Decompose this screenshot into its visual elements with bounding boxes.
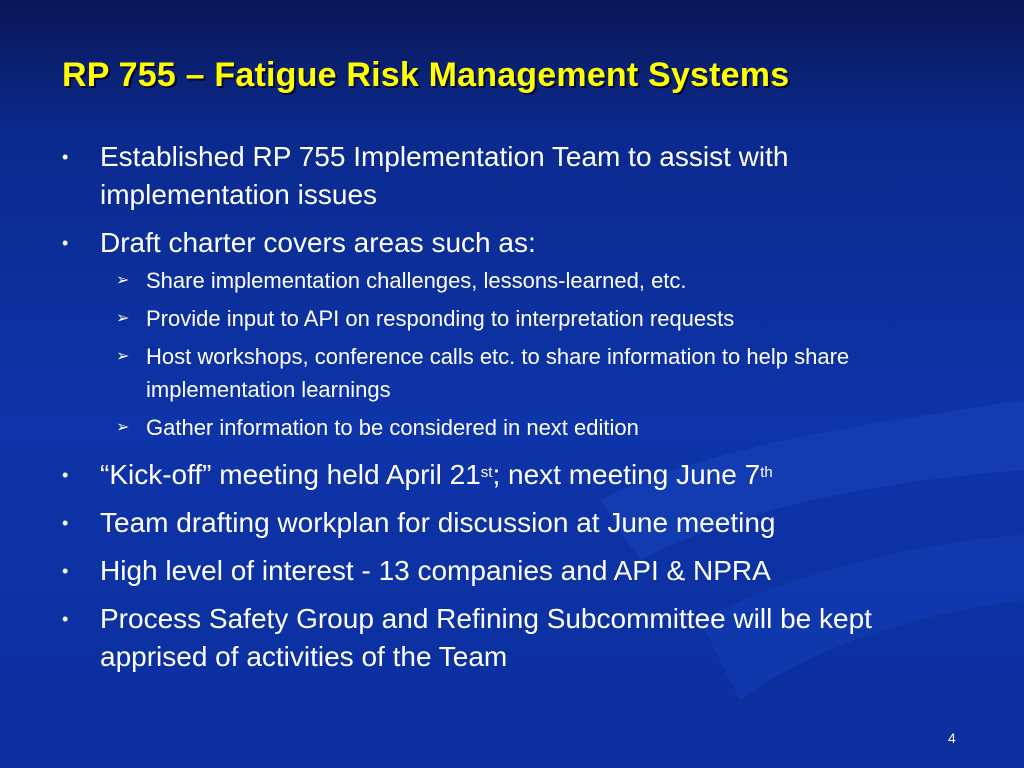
page-number: 4 (948, 730, 956, 746)
arrow-icon: ➢ (116, 272, 130, 289)
bullet-icon: • (62, 147, 69, 167)
slide-content (62, 138, 962, 686)
bullet-icon: • (62, 465, 69, 485)
arrow-icon: ➢ (116, 348, 130, 365)
sub-bullet-text: Share implementation challenges, lessons-learned, etc. (146, 268, 687, 293)
bullet-text: High level of interest - 13 companies and API & NPRA (100, 555, 771, 586)
sub-bullet-item (116, 264, 962, 297)
bullet-text: Team drafting workplan for discussion at June meeting (100, 507, 776, 538)
bullet-item (62, 504, 962, 542)
sub-bullet-text: Host workshops, conference calls etc. to share information to help share implementation learnings (146, 344, 850, 402)
arrow-icon: ➢ (116, 419, 130, 436)
sub-bullet-text: Provide input to API on responding to interpretation requests (146, 306, 735, 331)
bullet-text: Draft charter covers areas such as: (100, 227, 536, 258)
kickoff-text: “Kick-off” meeting held April 21 (100, 459, 481, 490)
arrow-icon: ➢ (116, 310, 130, 327)
ordinal-suffix: th (760, 464, 773, 481)
ordinal-suffix: st (480, 464, 493, 481)
sub-bullet-item (116, 411, 962, 444)
bullet-icon: • (62, 609, 69, 629)
bullet-item (62, 138, 962, 214)
bullet-text: Process Safety Group and Refining Subcommittee will be kept apprised of activities of the Team (100, 603, 872, 672)
bullet-icon: • (62, 513, 69, 533)
sub-bullet-text: Gather information to be considered in next edition (146, 415, 639, 440)
bullet-icon: • (62, 233, 69, 253)
bullet-item (62, 456, 962, 494)
bullet-icon: • (62, 561, 69, 581)
sub-bullet-item (116, 340, 926, 406)
kickoff-text-2: ; next meeting June 7 (492, 459, 761, 490)
slide-title: RP 755 – Fatigue Risk Management Systems (62, 56, 790, 94)
bullet-item (62, 224, 962, 262)
sub-bullet-item (116, 302, 962, 335)
bullet-item (62, 552, 962, 590)
bullet-text: Established RP 755 Implementation Team to assist with implementation issues (100, 141, 789, 210)
bullet-item (62, 600, 930, 676)
